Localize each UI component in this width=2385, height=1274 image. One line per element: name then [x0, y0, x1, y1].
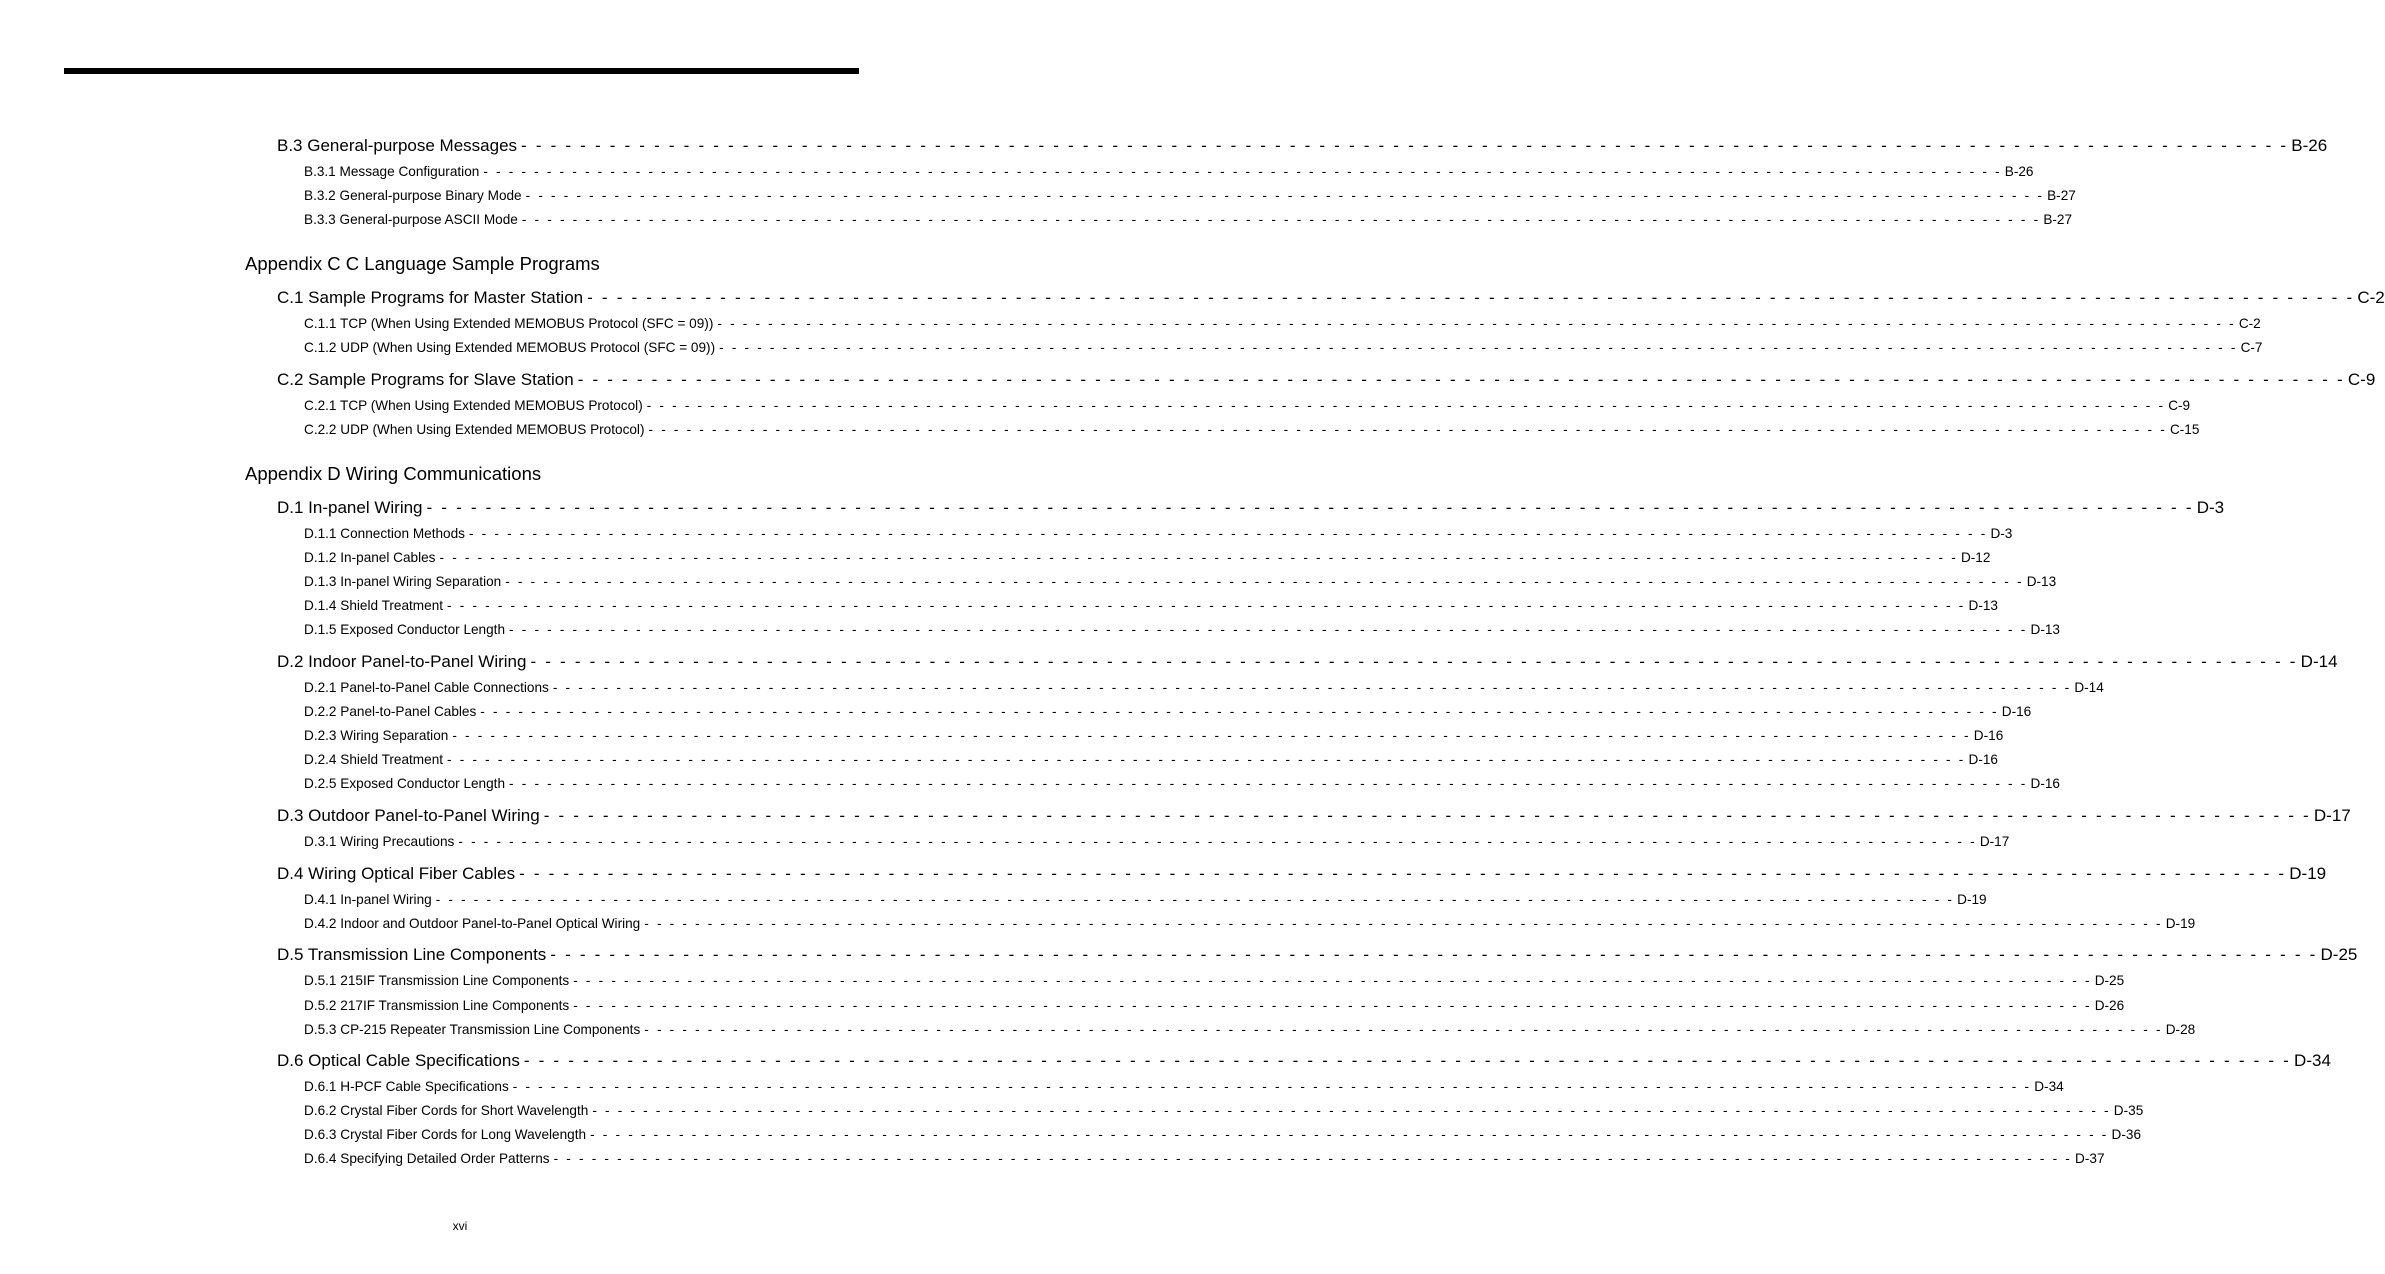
toc-section-entry[interactable] — [277, 288, 2385, 308]
entry-title: D.3 Outdoor Panel-to-Panel Wiring — [277, 806, 540, 825]
dot-leader: - - - - - - - - - - - - - - - - - - - - - - - - - - - - - - - - - - - - - - - - - - - - - - - - - - - - - - - - - - - - - - - - - - - - - - - - - - - - - - - - - - - - - - - - - - - - - - - - - - - - - - - - - - - - - - - - - - - - - - - - — [644, 1022, 2163, 1037]
entry-title: D.2.1 Panel-to-Panel Cable Connections — [304, 680, 549, 695]
entry-page: D-16 — [1973, 728, 2004, 743]
entry-title: B.3.2 General-purpose Binary Mode — [304, 188, 522, 203]
entry-page: D-19 — [1957, 892, 1987, 907]
entry-title: B.3.3 General-purpose ASCII Mode — [304, 212, 518, 227]
entry-page: D-25 — [2320, 945, 2358, 964]
dot-leader: - - - - - - - - - - - - - - - - - - - - - - - - - - - - - - - - - - - - - - - - - - - - - - - - - - - - - - - - - - - - - - - - - - - - - - - - - - - - - - - - - - - - - - - - - - - - - - - - - - - - - - - - - - - - - - - - - - - - - - - - — [439, 550, 1958, 565]
toc-subsection-entry[interactable] — [304, 973, 2125, 988]
toc-subsection-entry[interactable] — [304, 188, 2076, 203]
entry-page: B-27 — [2043, 212, 2073, 227]
dot-leader: - - - - - - - - - - - - - - - - - - - - - - - - - - - - - - - - - - - - - - - - - - - - - - - - - - - - - - - - - - - - - - - - - - - - - - - - - - - - - - - - - - - - - - - - - - - - - - - - - - - - - - - - - - - - - - - - - - - - - - - - — [590, 1127, 2109, 1142]
dot-leader: - - - - - - - - - - - - - - - - - - - - - - - - - - - - - - - - - - - - - - - - - - - - - - - - - - - - - - - - - - - - - - - - - - - - - - - - - - - - - - - - - - - - - - - - - - - - - - - - - - - - - - - - - - - - - - - - - - - - - - - - — [521, 212, 2041, 227]
dot-leader: - - - - - - - - - - - - - - - - - - - - - - - - - - - - - - - - - - - - - - - - - - - - - - - - - - - - - - - - - - - - - - - - - - - - - - - - - - - - - - - - - - - - - - - - - - - - - - - - - - - - - - - - - - - - - - - - - - - - - - - - — [452, 728, 1971, 743]
entry-title: D.5 Transmission Line Components — [277, 945, 547, 964]
entry-page: C-15 — [2169, 422, 2200, 437]
dot-leader: - - - - - - - - - - - - - - - - - - - - - - - - - - - - - - - - - - - - - - - - - - - - - - - - - - - - - - - - - - - - - - - - - - - - - - - - - - - - - - - - - - - - - - - - - - - - - - - - - - - - - - - - - - - - - - - - - - - - - - - - — [644, 916, 2163, 931]
dot-leader: - - - - - - - - - - - - - - - - - - - - - - - - - - - - - - - - - - - - - - - - - - - - - - - - - - - - - - - - - - - - - - - - - - - - - - - - - - - - - - - - - - - - - - - - - - - - - - - - - - - - - - - - - - - - - - - - - - - - - - - - — [573, 973, 2092, 988]
toc-subsection-entry[interactable] — [304, 1151, 2105, 1166]
toc-subsection-entry[interactable] — [304, 1127, 2142, 1142]
entry-title: C.1.2 UDP (When Using Extended MEMOBUS Protocol (SFC = 09)) — [304, 340, 716, 355]
toc-subsection-entry[interactable] — [304, 622, 2060, 637]
appendix-heading: Appendix D Wiring Communications — [245, 463, 542, 484]
toc-subsection-entry[interactable] — [304, 574, 2057, 589]
dot-leader: - - - - - - - - - - - - - - - - - - - - - - - - - - - - - - - - - - - - - - - - - - - - - - - - - - - - - - - - - - - - - - - - - - - - - - - - - - - - - - - - - - - - - - - - - - - - - - - - - - - - - - - - - - - - - - - - - - - - - - - - — [550, 945, 2318, 964]
dot-leader: - - - - - - - - - - - - - - - - - - - - - - - - - - - - - - - - - - - - - - - - - - - - - - - - - - - - - - - - - - - - - - - - - - - - - - - - - - - - - - - - - - - - - - - - - - - - - - - - - - - - - - - - - - - - - - - - - - - - - - - - — [587, 288, 2355, 307]
entry-page: B-26 — [2004, 164, 2034, 179]
entry-page: D-12 — [1960, 550, 1991, 565]
toc-subsection-entry[interactable] — [304, 776, 2060, 791]
entry-page: D-13 — [1968, 598, 1998, 613]
entry-page: D-3 — [1990, 526, 2013, 541]
toc-subsection-entry[interactable] — [304, 398, 2191, 413]
entry-title: D.2.2 Panel-to-Panel Cables — [304, 704, 477, 719]
toc-subsection-entry[interactable] — [304, 340, 2263, 355]
entry-title: D.6.3 Crystal Fiber Cords for Long Wavelength — [304, 1127, 587, 1142]
dot-leader: - - - - - - - - - - - - - - - - - - - - - - - - - - - - - - - - - - - - - - - - - - - - - - - - - - - - - - - - - - - - - - - - - - - - - - - - - - - - - - - - - - - - - - - - - - - - - - - - - - - - - - - - - - - - - - - - - - - - - - - - — [543, 806, 2311, 825]
entry-page: D-14 — [2074, 680, 2104, 695]
dot-leader: - - - - - - - - - - - - - - - - - - - - - - - - - - - - - - - - - - - - - - - - - - - - - - - - - - - - - - - - - - - - - - - - - - - - - - - - - - - - - - - - - - - - - - - - - - - - - - - - - - - - - - - - - - - - - - - - - - - - - - - - — [505, 574, 2024, 589]
dot-leader: - - - - - - - - - - - - - - - - - - - - - - - - - - - - - - - - - - - - - - - - - - - - - - - - - - - - - - - - - - - - - - - - - - - - - - - - - - - - - - - - - - - - - - - - - - - - - - - - - - - - - - - - - - - - - - - - - - - - - - - - — [509, 776, 2028, 791]
entry-page: D-25 — [2094, 973, 2125, 988]
toc-section-entry[interactable] — [277, 806, 2351, 826]
toc-subsection-entry[interactable] — [304, 1103, 2144, 1118]
entry-page: D-14 — [2300, 652, 2338, 671]
entry-title: D.5.2 217IF Transmission Line Components — [304, 998, 570, 1013]
toc-section-entry[interactable] — [277, 136, 2328, 156]
entry-page: C-7 — [2240, 340, 2263, 355]
entry-title: D.2.3 Wiring Separation — [304, 728, 449, 743]
toc-subsection-entry[interactable] — [304, 998, 2125, 1013]
entry-page: D-34 — [2034, 1079, 2064, 1094]
entry-title: D.6 Optical Cable Specifications — [277, 1051, 520, 1070]
entry-page: D-35 — [2113, 1103, 2144, 1118]
entry-page: D-16 — [2030, 776, 2060, 791]
toc-section-entry[interactable] — [277, 370, 2376, 390]
entry-page: D-16 — [1968, 752, 1998, 767]
header-rule — [64, 68, 859, 74]
toc-subsection-entry[interactable] — [304, 598, 1998, 613]
dot-leader: - - - - - - - - - - - - - - - - - - - - - - - - - - - - - - - - - - - - - - - - - - - - - - - - - - - - - - - - - - - - - - - - - - - - - - - - - - - - - - - - - - - - - - - - - - - - - - - - - - - - - - - - - - - - - - - - - - - - - - - - — [435, 892, 1955, 907]
dot-leader: - - - - - - - - - - - - - - - - - - - - - - - - - - - - - - - - - - - - - - - - - - - - - - - - - - - - - - - - - - - - - - - - - - - - - - - - - - - - - - - - - - - - - - - - - - - - - - - - - - - - - - - - - - - - - - - - - - - - - - - - — [512, 1079, 2032, 1094]
entry-page: D-19 — [2289, 864, 2327, 883]
toc-subsection-entry[interactable] — [304, 1079, 2064, 1094]
entry-page: D-19 — [2165, 916, 2196, 931]
entry-title: C.2 Sample Programs for Slave Station — [277, 370, 574, 389]
entry-title: D.2.4 Shield Treatment — [304, 752, 444, 767]
dot-leader: - - - - - - - - - - - - - - - - - - - - - - - - - - - - - - - - - - - - - - - - - - - - - - - - - - - - - - - - - - - - - - - - - - - - - - - - - - - - - - - - - - - - - - - - - - - - - - - - - - - - - - - - - - - - - - - - - - - - - - - - — [553, 1151, 2073, 1166]
entry-title: D.1.1 Connection Methods — [304, 526, 465, 541]
dot-leader: - - - - - - - - - - - - - - - - - - - - - - - - - - - - - - - - - - - - - - - - - - - - - - - - - - - - - - - - - - - - - - - - - - - - - - - - - - - - - - - - - - - - - - - - - - - - - - - - - - - - - - - - - - - - - - - - - - - - - - - - — [483, 164, 2002, 179]
entry-page: D-34 — [2294, 1051, 2331, 1070]
entry-page: D-13 — [2026, 574, 2057, 589]
entry-page: B-26 — [2291, 136, 2328, 155]
entry-title: D.2.5 Exposed Conductor Length — [304, 776, 506, 791]
entry-title: D.4.2 Indoor and Outdoor Panel-to-Panel Optical Wiring — [304, 916, 641, 931]
toc-subsection-entry[interactable] — [304, 834, 2010, 849]
dot-leader: - - - - - - - - - - - - - - - - - - - - - - - - - - - - - - - - - - - - - - - - - - - - - - - - - - - - - - - - - - - - - - - - - - - - - - - - - - - - - - - - - - - - - - - - - - - - - - - - - - - - - - - - - - - - - - - - - - - - - - - - — [480, 704, 1999, 719]
entry-title: D.1.4 Shield Treatment — [304, 598, 444, 613]
dot-leader: - - - - - - - - - - - - - - - - - - - - - - - - - - - - - - - - - - - - - - - - - - - - - - - - - - - - - - - - - - - - - - - - - - - - - - - - - - - - - - - - - - - - - - - - - - - - - - - - - - - - - - - - - - - - - - - - - - - - - - - - — [426, 498, 2194, 517]
toc-subsection-entry[interactable] — [304, 164, 2034, 179]
toc-subsection-entry[interactable] — [304, 212, 2073, 227]
dot-leader: - - - - - - - - - - - - - - - - - - - - - - - - - - - - - - - - - - - - - - - - - - - - - - - - - - - - - - - - - - - - - - - - - - - - - - - - - - - - - - - - - - - - - - - - - - - - - - - - - - - - - - - - - - - - - - - - - - - - - - - - — [447, 752, 1966, 767]
entry-title: D.1 In-panel Wiring — [277, 498, 423, 517]
entry-page: C-2 — [2357, 288, 2385, 307]
toc-subsection-entry[interactable] — [304, 728, 2004, 743]
dot-leader: - - - - - - - - - - - - - - - - - - - - - - - - - - - - - - - - - - - - - - - - - - - - - - - - - - - - - - - - - - - - - - - - - - - - - - - - - - - - - - - - - - - - - - - - - - - - - - - - - - - - - - - - - - - - - - - - - - - - - - - - — [552, 680, 2072, 695]
entry-title: B.3 General-purpose Messages — [277, 136, 518, 155]
entry-title: D.1.2 In-panel Cables — [304, 550, 436, 565]
entry-page: D-17 — [2313, 806, 2351, 825]
entry-page: C-9 — [2168, 398, 2191, 413]
entry-title: D.6.2 Crystal Fiber Cords for Short Wavelength — [304, 1103, 589, 1118]
toc-subsection-entry[interactable] — [304, 316, 2261, 331]
entry-title: B.3.1 Message Configuration — [304, 164, 480, 179]
dot-leader: - - - - - - - - - - - - - - - - - - - - - - - - - - - - - - - - - - - - - - - - - - - - - - - - - - - - - - - - - - - - - - - - - - - - - - - - - - - - - - - - - - - - - - - - - - - - - - - - - - - - - - - - - - - - - - - - - - - - - - - - — [468, 526, 1988, 541]
entry-page: D-36 — [2111, 1127, 2142, 1142]
entry-page: D-37 — [2075, 1151, 2105, 1166]
dot-leader: - - - - - - - - - - - - - - - - - - - - - - - - - - - - - - - - - - - - - - - - - - - - - - - - - - - - - - - - - - - - - - - - - - - - - - - - - - - - - - - - - - - - - - - - - - - - - - - - - - - - - - - - - - - - - - - - - - - - - - - - — [648, 422, 2167, 437]
entry-title: D.4 Wiring Optical Fiber Cables — [277, 864, 516, 883]
toc-section-entry[interactable] — [277, 864, 2327, 884]
dot-leader: - - - - - - - - - - - - - - - - - - - - - - - - - - - - - - - - - - - - - - - - - - - - - - - - - - - - - - - - - - - - - - - - - - - - - - - - - - - - - - - - - - - - - - - - - - - - - - - - - - - - - - - - - - - - - - - - - - - - - - - - — [717, 316, 2236, 331]
dot-leader: - - - - - - - - - - - - - - - - - - - - - - - - - - - - - - - - - - - - - - - - - - - - - - - - - - - - - - - - - - - - - - - - - - - - - - - - - - - - - - - - - - - - - - - - - - - - - - - - - - - - - - - - - - - - - - - - - - - - - - - - — [519, 864, 2287, 883]
dot-leader: - - - - - - - - - - - - - - - - - - - - - - - - - - - - - - - - - - - - - - - - - - - - - - - - - - - - - - - - - - - - - - - - - - - - - - - - - - - - - - - - - - - - - - - - - - - - - - - - - - - - - - - - - - - - - - - - - - - - - - - - — [523, 1051, 2292, 1070]
dot-leader: - - - - - - - - - - - - - - - - - - - - - - - - - - - - - - - - - - - - - - - - - - - - - - - - - - - - - - - - - - - - - - - - - - - - - - - - - - - - - - - - - - - - - - - - - - - - - - - - - - - - - - - - - - - - - - - - - - - - - - - - — [646, 398, 2166, 413]
entry-title: D.6.1 H-PCF Cable Specifications — [304, 1079, 509, 1094]
dot-leader: - - - - - - - - - - - - - - - - - - - - - - - - - - - - - - - - - - - - - - - - - - - - - - - - - - - - - - - - - - - - - - - - - - - - - - - - - - - - - - - - - - - - - - - - - - - - - - - - - - - - - - - - - - - - - - - - - - - - - - - - — [530, 652, 2298, 671]
dot-leader: - - - - - - - - - - - - - - - - - - - - - - - - - - - - - - - - - - - - - - - - - - - - - - - - - - - - - - - - - - - - - - - - - - - - - - - - - - - - - - - - - - - - - - - - - - - - - - - - - - - - - - - - - - - - - - - - - - - - - - - - — [719, 340, 2238, 355]
dot-leader: - - - - - - - - - - - - - - - - - - - - - - - - - - - - - - - - - - - - - - - - - - - - - - - - - - - - - - - - - - - - - - - - - - - - - - - - - - - - - - - - - - - - - - - - - - - - - - - - - - - - - - - - - - - - - - - - - - - - - - - - — [521, 136, 2289, 155]
entry-title: D.1.3 In-panel Wiring Separation — [304, 574, 502, 589]
entry-page: C-9 — [2347, 370, 2376, 389]
entry-title: D.4.1 In-panel Wiring — [304, 892, 432, 907]
entry-page: B-27 — [2047, 188, 2076, 203]
entry-page: D-17 — [1979, 834, 2010, 849]
toc-section-entry[interactable] — [277, 945, 2358, 965]
toc-subsection-entry[interactable] — [304, 526, 2013, 541]
appendix-heading: Appendix C C Language Sample Programs — [245, 253, 600, 274]
toc-subsection-entry[interactable] — [304, 704, 2032, 719]
toc-subsection-entry[interactable] — [304, 916, 2196, 931]
entry-title: D.6.4 Specifying Detailed Order Patterns — [304, 1151, 550, 1166]
entry-page: D-16 — [2001, 704, 2032, 719]
entry-title: D.2 Indoor Panel-to-Panel Wiring — [277, 652, 527, 671]
toc-subsection-entry[interactable] — [304, 550, 1991, 565]
dot-leader: - - - - - - - - - - - - - - - - - - - - - - - - - - - - - - - - - - - - - - - - - - - - - - - - - - - - - - - - - - - - - - - - - - - - - - - - - - - - - - - - - - - - - - - - - - - - - - - - - - - - - - - - - - - - - - - - - - - - - - - - — [592, 1103, 2111, 1118]
entry-page: D-13 — [2030, 622, 2060, 637]
dot-leader: - - - - - - - - - - - - - - - - - - - - - - - - - - - - - - - - - - - - - - - - - - - - - - - - - - - - - - - - - - - - - - - - - - - - - - - - - - - - - - - - - - - - - - - - - - - - - - - - - - - - - - - - - - - - - - - - - - - - - - - - — [577, 370, 2345, 389]
entry-title: D.1.5 Exposed Conductor Length — [304, 622, 506, 637]
entry-title: C.1.1 TCP (When Using Extended MEMOBUS Protocol (SFC = 09)) — [304, 316, 714, 331]
page-number: xvi — [452, 1219, 468, 1233]
dot-leader: - - - - - - - - - - - - - - - - - - - - - - - - - - - - - - - - - - - - - - - - - - - - - - - - - - - - - - - - - - - - - - - - - - - - - - - - - - - - - - - - - - - - - - - - - - - - - - - - - - - - - - - - - - - - - - - - - - - - - - - - — [447, 598, 1966, 613]
toc-subsection-entry[interactable] — [304, 892, 1987, 907]
dot-leader: - - - - - - - - - - - - - - - - - - - - - - - - - - - - - - - - - - - - - - - - - - - - - - - - - - - - - - - - - - - - - - - - - - - - - - - - - - - - - - - - - - - - - - - - - - - - - - - - - - - - - - - - - - - - - - - - - - - - - - - - — [573, 998, 2092, 1013]
entry-title: D.5.3 CP-215 Repeater Transmission Line Components — [304, 1022, 641, 1037]
toc-section-entry[interactable] — [277, 1051, 2331, 1071]
toc-subsection-entry[interactable] — [304, 752, 1998, 767]
toc-subsection-entry[interactable] — [304, 1022, 2196, 1037]
entry-title: D.5.1 215IF Transmission Line Components — [304, 973, 570, 988]
entry-page: D-3 — [2196, 498, 2225, 517]
toc-subsection-entry[interactable] — [304, 680, 2104, 695]
dot-leader: - - - - - - - - - - - - - - - - - - - - - - - - - - - - - - - - - - - - - - - - - - - - - - - - - - - - - - - - - - - - - - - - - - - - - - - - - - - - - - - - - - - - - - - - - - - - - - - - - - - - - - - - - - - - - - - - - - - - - - - - — [509, 622, 2028, 637]
entry-title: C.2.2 UDP (When Using Extended MEMOBUS Protocol) — [304, 422, 645, 437]
toc-subsection-entry[interactable] — [304, 422, 2200, 437]
entry-title: C.1 Sample Programs for Master Station — [277, 288, 584, 307]
toc-section-entry[interactable] — [277, 498, 2225, 518]
entry-page: C-2 — [2238, 316, 2261, 331]
toc-section-entry[interactable] — [277, 652, 2338, 672]
dot-leader: - - - - - - - - - - - - - - - - - - - - - - - - - - - - - - - - - - - - - - - - - - - - - - - - - - - - - - - - - - - - - - - - - - - - - - - - - - - - - - - - - - - - - - - - - - - - - - - - - - - - - - - - - - - - - - - - - - - - - - - - — [458, 834, 1977, 849]
entry-title: D.3.1 Wiring Precautions — [304, 834, 455, 849]
entry-title: C.2.1 TCP (When Using Extended MEMOBUS Protocol) — [304, 398, 643, 413]
dot-leader: - - - - - - - - - - - - - - - - - - - - - - - - - - - - - - - - - - - - - - - - - - - - - - - - - - - - - - - - - - - - - - - - - - - - - - - - - - - - - - - - - - - - - - - - - - - - - - - - - - - - - - - - - - - - - - - - - - - - - - - - — [525, 188, 2045, 203]
entry-page: D-26 — [2094, 998, 2125, 1013]
entry-page: D-28 — [2165, 1022, 2196, 1037]
